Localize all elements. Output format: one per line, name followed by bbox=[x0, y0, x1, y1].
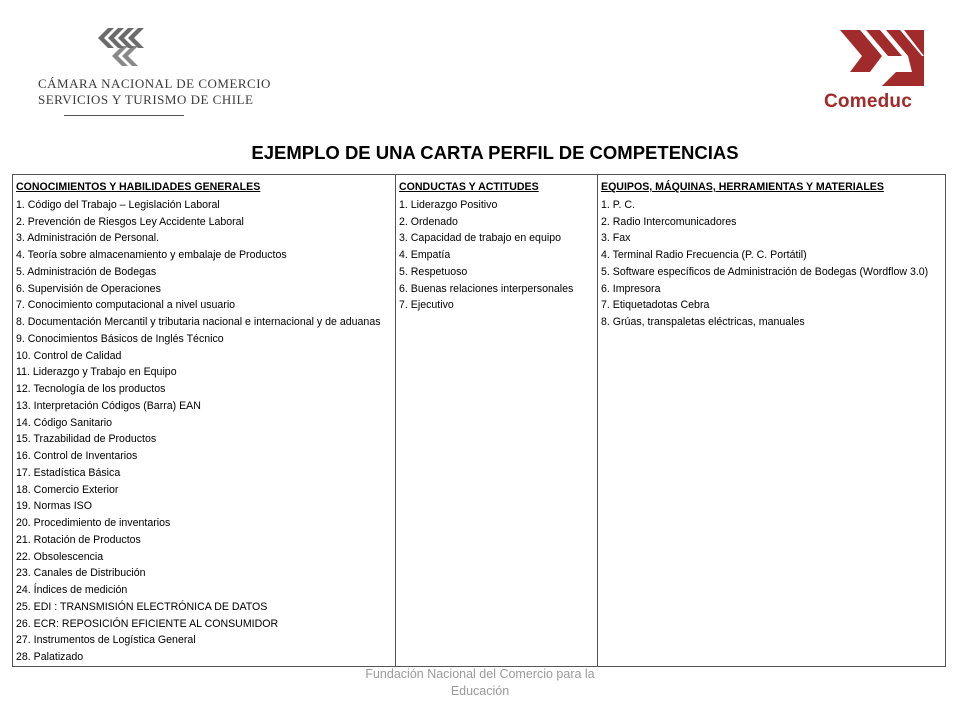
comeduc-emblem-icon bbox=[822, 28, 926, 88]
list-item: 4. Empatía bbox=[399, 249, 451, 261]
list-item: 5. Respetuoso bbox=[399, 265, 468, 278]
list-item: 14. Código Sanitario bbox=[16, 416, 112, 429]
list-item: 2. Prevención de Riesgos Ley Accidente Laboral bbox=[16, 215, 244, 228]
footer-line2: Educación bbox=[450, 684, 510, 698]
list-item: 16. Control de Inventarios bbox=[16, 450, 138, 462]
list-item: 4. Terminal Radio Frecuencia (P. C. Portátil) bbox=[601, 249, 807, 261]
camara-name bbox=[38, 76, 271, 108]
list-item: 6. Impresora bbox=[601, 282, 661, 295]
page-title-text: EJEMPLO DE UNA CARTA PERFIL DE COMPETENCIAS bbox=[251, 142, 739, 163]
list-item: 7. Ejecutivo bbox=[399, 299, 454, 312]
competency-table bbox=[12, 174, 946, 667]
camara-underline bbox=[64, 115, 184, 116]
list-item: 6. Buenas relaciones interpersonales bbox=[399, 282, 574, 295]
list-item: 21. Rotación de Productos bbox=[16, 533, 141, 546]
comeduc-wordmark: Comeduc bbox=[824, 91, 912, 112]
list-item: 5. Software específicos de Administración de Bodegas (Wordflow 3.0) bbox=[601, 265, 929, 278]
list-item: 2. Radio Intercomunicadores bbox=[601, 215, 737, 228]
list-item: 7. Etiquetadotas Cebra bbox=[601, 299, 710, 312]
list-item: 15. Trazabilidad de Productos bbox=[16, 433, 157, 446]
list-item: 24. Índices de medición bbox=[16, 584, 128, 596]
list-item: 1. P. C. bbox=[601, 198, 635, 211]
list-item: 23. Canales de Distribución bbox=[16, 567, 146, 580]
list-item: 28. Palatizado bbox=[16, 651, 84, 663]
camara-logo bbox=[34, 28, 271, 120]
list-item: 20. Procedimiento de inventarios bbox=[16, 517, 171, 529]
list-item: 17. Estadística Básica bbox=[16, 466, 121, 479]
footer-line1: Fundación Nacional del Comercio para la bbox=[365, 667, 595, 681]
list-item: 5. Administración de Bodegas bbox=[16, 265, 157, 278]
list-item: 2. Ordenado bbox=[399, 215, 458, 228]
comeduc-logo bbox=[822, 28, 928, 114]
list-item: 3. Administración de Personal. bbox=[16, 232, 160, 245]
table-row bbox=[13, 175, 946, 667]
camara-emblem-icon bbox=[98, 28, 158, 70]
list-item: 12. Tecnología de los productos bbox=[16, 383, 166, 395]
list-item: 8. Grúas, transpaletas eléctricas, manuales bbox=[601, 316, 805, 328]
list-item: 27. Instrumentos de Logística General bbox=[16, 634, 196, 647]
list-item: 1. Código del Trabajo – Legislación Laboral bbox=[16, 198, 220, 211]
page-title bbox=[0, 142, 960, 164]
camara-name-line2: SERVICIOS Y TURISMO DE CHILE bbox=[38, 92, 254, 107]
list-item: 4. Teoría sobre almacenamiento y embalaje de Productos bbox=[16, 249, 287, 261]
list-item: 13. Interpretación Códigos (Barra) EAN bbox=[16, 399, 201, 412]
list-item: 3. Capacidad de trabajo en equipo bbox=[399, 232, 561, 245]
camara-name-line1: CÁMARA NACIONAL DE COMERCIO bbox=[38, 76, 271, 91]
list-item: 9. Conocimientos Básicos de Inglés Técnico bbox=[16, 332, 224, 345]
column-header-knowledge: CONOCIMIENTOS Y HABILIDADES GENERALES bbox=[16, 181, 261, 193]
list-item: 18. Comercio Exterior bbox=[16, 483, 119, 496]
list-item: 10. Control de Calidad bbox=[16, 349, 122, 362]
list-item: 25. EDI : TRANSMISIÓN ELECTRÓNICA DE DATOS bbox=[16, 600, 268, 613]
column-knowledge bbox=[13, 175, 396, 667]
list-item: 3. Fax bbox=[601, 232, 631, 245]
list-item: 22. Obsolescencia bbox=[16, 550, 104, 563]
list-item: 7. Conocimiento computacional a nivel usuario bbox=[16, 299, 236, 312]
column-header-equipment: EQUIPOS, MÁQUINAS, HERRAMIENTAS Y MATERIALES bbox=[601, 181, 884, 193]
list-item: 6. Supervisión de Operaciones bbox=[16, 282, 161, 295]
list-item: 1. Liderazgo Positivo bbox=[399, 198, 498, 211]
list-item: 11. Liderazgo y Trabajo en Equipo bbox=[16, 366, 177, 379]
list-item: 8. Documentación Mercantil y tributaria nacional e internacional y de aduanas bbox=[16, 316, 381, 328]
column-equipment bbox=[598, 175, 946, 667]
column-header-conduct: CONDUCTAS Y ACTITUDES bbox=[399, 181, 539, 193]
column-conduct bbox=[396, 175, 598, 667]
list-item: 26. ECR: REPOSICIÓN EFICIENTE AL CONSUMIDOR bbox=[16, 617, 279, 630]
list-item: 19. Normas ISO bbox=[16, 500, 92, 513]
footer bbox=[330, 666, 630, 700]
